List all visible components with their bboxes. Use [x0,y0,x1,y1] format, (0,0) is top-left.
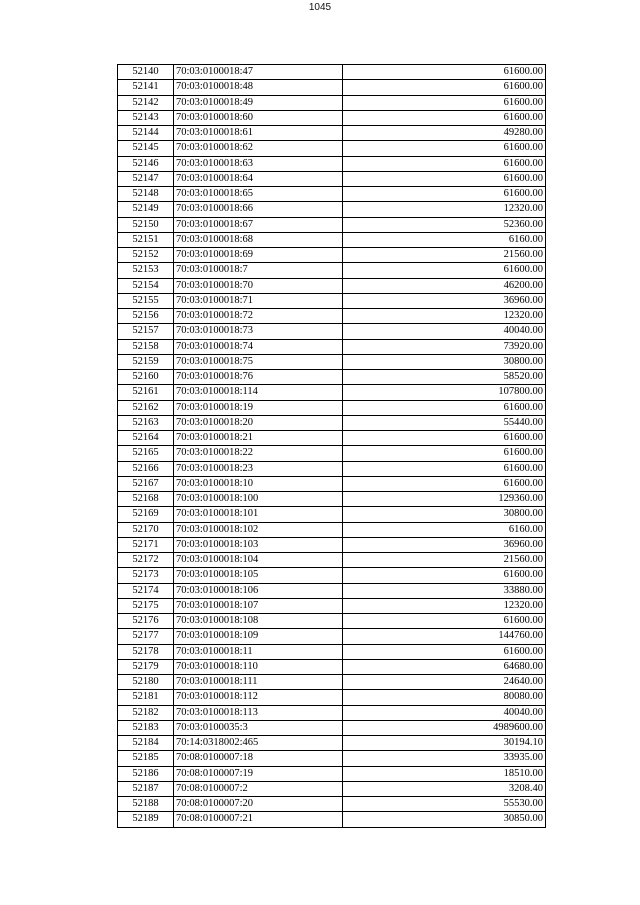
cadastral-value: 58520.00 [343,370,546,385]
cadastral-value: 61600.00 [343,614,546,629]
table-row [118,553,546,568]
row-number: 52142 [118,95,174,110]
cadastral-number: 70:03:0100018:20 [174,415,343,430]
cadastral-value: 40040.00 [343,705,546,720]
table-row [118,324,546,339]
row-number: 52165 [118,446,174,461]
row-number: 52167 [118,476,174,491]
table-row [118,248,546,263]
cadastral-number: 70:03:0100018:107 [174,598,343,613]
cadastral-value: 33935.00 [343,751,546,766]
row-number: 52173 [118,568,174,583]
cadastral-number: 70:03:0100018:112 [174,690,343,705]
row-number: 52177 [118,629,174,644]
cadastral-value: 21560.00 [343,553,546,568]
cadastral-value: 6160.00 [343,522,546,537]
row-number: 52148 [118,187,174,202]
row-number: 52188 [118,797,174,812]
table-row [118,278,546,293]
cadastral-value: 33880.00 [343,583,546,598]
row-number: 52154 [118,278,174,293]
table-row [118,751,546,766]
cadastral-number: 70:03:0100018:101 [174,507,343,522]
cadastral-value: 18510.00 [343,766,546,781]
table-row [118,492,546,507]
cadastral-value: 61600.00 [343,263,546,278]
row-number: 52180 [118,675,174,690]
cadastral-value: 40040.00 [343,324,546,339]
cadastral-number: 70:03:0100018:7 [174,263,343,278]
cadastral-value: 61600.00 [343,171,546,186]
cadastral-value: 61600.00 [343,95,546,110]
table-row [118,812,546,827]
table-row [118,385,546,400]
cadastral-value: 61600.00 [343,110,546,125]
table-row [118,476,546,491]
table-row [118,461,546,476]
table-row [118,232,546,247]
row-number: 52169 [118,507,174,522]
cadastral-number: 70:03:0100018:106 [174,583,343,598]
cadastral-number: 70:03:0100018:105 [174,568,343,583]
cadastral-number: 70:03:0100018:22 [174,446,343,461]
cadastral-number: 70:03:0100018:74 [174,339,343,354]
cadastral-number: 70:03:0100018:73 [174,324,343,339]
row-number: 52153 [118,263,174,278]
cadastral-number: 70:03:0100018:69 [174,248,343,263]
cadastral-number: 70:03:0100018:21 [174,431,343,446]
cadastral-value: 24640.00 [343,675,546,690]
table-row [118,766,546,781]
cadastral-number: 70:03:0100018:102 [174,522,343,537]
row-number: 52164 [118,431,174,446]
table-row [118,187,546,202]
row-number: 52178 [118,644,174,659]
cadastral-number: 70:03:0100018:76 [174,370,343,385]
cadastral-value: 61600.00 [343,187,546,202]
cadastral-number: 70:03:0100018:62 [174,141,343,156]
cadastral-value: 30800.00 [343,507,546,522]
cadastral-number: 70:03:0100018:70 [174,278,343,293]
cadastral-value: 73920.00 [343,339,546,354]
table-row [118,644,546,659]
row-number: 52156 [118,309,174,324]
row-number: 52172 [118,553,174,568]
cadastral-value: 21560.00 [343,248,546,263]
cadastral-value: 30194.10 [343,736,546,751]
cadastral-number: 70:03:0100018:23 [174,461,343,476]
cadastral-value: 64680.00 [343,659,546,674]
cadastral-value-table [117,64,546,828]
cadastral-number: 70:08:0100007:21 [174,812,343,827]
cadastral-value: 61600.00 [343,446,546,461]
row-number: 52184 [118,736,174,751]
table-row [118,797,546,812]
row-number: 52170 [118,522,174,537]
cadastral-number: 70:03:0100018:68 [174,232,343,247]
cadastral-value: 61600.00 [343,568,546,583]
cadastral-number: 70:08:0100007:19 [174,766,343,781]
cadastral-number: 70:03:0100018:111 [174,675,343,690]
cadastral-number: 70:03:0100018:75 [174,354,343,369]
table-row [118,614,546,629]
table-row [118,415,546,430]
cadastral-value: 12320.00 [343,598,546,613]
cadastral-number: 70:03:0100018:110 [174,659,343,674]
row-number: 52159 [118,354,174,369]
table-row [118,126,546,141]
cadastral-value: 4989600.00 [343,720,546,735]
cadastral-value: 46200.00 [343,278,546,293]
cadastral-number: 70:03:0100018:11 [174,644,343,659]
row-number: 52141 [118,80,174,95]
cadastral-number: 70:03:0100018:114 [174,385,343,400]
row-number: 52175 [118,598,174,613]
cadastral-value: 61600.00 [343,156,546,171]
row-number: 52155 [118,293,174,308]
cadastral-number: 70:03:0100018:67 [174,217,343,232]
cadastral-number: 70:03:0100018:48 [174,80,343,95]
cadastral-value: 36960.00 [343,537,546,552]
cadastral-number: 70:03:0100018:61 [174,126,343,141]
cadastral-number: 70:03:0100018:100 [174,492,343,507]
cadastral-number: 70:03:0100018:71 [174,293,343,308]
cadastral-value: 55440.00 [343,415,546,430]
table-row [118,141,546,156]
cadastral-value: 12320.00 [343,309,546,324]
row-number: 52140 [118,65,174,80]
table-row [118,736,546,751]
row-number: 52144 [118,126,174,141]
cadastral-number: 70:03:0100018:103 [174,537,343,552]
cadastral-number: 70:03:0100018:10 [174,476,343,491]
table-row [118,568,546,583]
cadastral-value: 61600.00 [343,644,546,659]
row-number: 52163 [118,415,174,430]
cadastral-value: 61600.00 [343,65,546,80]
row-number: 52146 [118,156,174,171]
cadastral-value: 129360.00 [343,492,546,507]
cadastral-number: 70:03:0100018:65 [174,187,343,202]
table-row [118,156,546,171]
row-number: 52149 [118,202,174,217]
cadastral-number: 70:03:0100018:60 [174,110,343,125]
cadastral-number: 70:03:0100018:63 [174,156,343,171]
table-body [118,65,546,828]
table-row [118,263,546,278]
table-row [118,202,546,217]
cadastral-number: 70:03:0100018:72 [174,309,343,324]
cadastral-value: 61600.00 [343,431,546,446]
table-row [118,339,546,354]
cadastral-number: 70:14:0318002:465 [174,736,343,751]
table-row [118,675,546,690]
row-number: 52161 [118,385,174,400]
row-number: 52174 [118,583,174,598]
cadastral-number: 70:03:0100018:104 [174,553,343,568]
cadastral-value: 49280.00 [343,126,546,141]
cadastral-number: 70:03:0100018:109 [174,629,343,644]
row-number: 52158 [118,339,174,354]
cadastral-value: 6160.00 [343,232,546,247]
row-number: 52151 [118,232,174,247]
row-number: 52171 [118,537,174,552]
row-number: 52143 [118,110,174,125]
row-number: 52182 [118,705,174,720]
row-number: 52179 [118,659,174,674]
row-number: 52186 [118,766,174,781]
cadastral-value: 80080.00 [343,690,546,705]
table-row [118,354,546,369]
row-number: 52166 [118,461,174,476]
cadastral-number: 70:03:0100018:47 [174,65,343,80]
table-row [118,217,546,232]
table-row [118,293,546,308]
cadastral-value: 30800.00 [343,354,546,369]
row-number: 52147 [118,171,174,186]
cadastral-value: 36960.00 [343,293,546,308]
table-row [118,400,546,415]
row-number: 52183 [118,720,174,735]
table-row [118,705,546,720]
table-row [118,720,546,735]
table-row [118,171,546,186]
cadastral-number: 70:03:0100018:113 [174,705,343,720]
table-row [118,110,546,125]
cadastral-value: 61600.00 [343,141,546,156]
cadastral-number: 70:03:0100018:19 [174,400,343,415]
table-row [118,431,546,446]
cadastral-number: 70:08:0100007:18 [174,751,343,766]
cadastral-value: 30850.00 [343,812,546,827]
cadastral-number: 70:03:0100018:108 [174,614,343,629]
row-number: 52189 [118,812,174,827]
row-number: 52185 [118,751,174,766]
row-number: 52187 [118,781,174,796]
cadastral-value: 61600.00 [343,461,546,476]
table-row [118,781,546,796]
cadastral-value: 61600.00 [343,80,546,95]
table-row [118,659,546,674]
cadastral-number: 70:03:0100035:3 [174,720,343,735]
row-number: 52150 [118,217,174,232]
row-number: 52152 [118,248,174,263]
cadastral-value: 61600.00 [343,476,546,491]
cadastral-value: 107800.00 [343,385,546,400]
table-row [118,629,546,644]
row-number: 52162 [118,400,174,415]
row-number: 52160 [118,370,174,385]
cadastral-number: 70:08:0100007:20 [174,797,343,812]
row-number: 52181 [118,690,174,705]
row-number: 52157 [118,324,174,339]
row-number: 52168 [118,492,174,507]
cadastral-value: 55530.00 [343,797,546,812]
row-number: 52145 [118,141,174,156]
table-row [118,507,546,522]
cadastral-number: 70:03:0100018:66 [174,202,343,217]
cadastral-value: 61600.00 [343,400,546,415]
cadastral-value: 3208.40 [343,781,546,796]
table-row [118,690,546,705]
table-row [118,65,546,80]
table-row [118,95,546,110]
table-row [118,446,546,461]
table-row [118,522,546,537]
table-row [118,309,546,324]
table-row [118,80,546,95]
page-number: 1045 [308,2,332,13]
table-row [118,537,546,552]
table-row [118,583,546,598]
row-number: 52176 [118,614,174,629]
table-row [118,370,546,385]
cadastral-value: 52360.00 [343,217,546,232]
cadastral-number: 70:03:0100018:49 [174,95,343,110]
cadastral-value: 12320.00 [343,202,546,217]
cadastral-number: 70:03:0100018:64 [174,171,343,186]
table-row [118,598,546,613]
cadastral-value: 144760.00 [343,629,546,644]
cadastral-number: 70:08:0100007:2 [174,781,343,796]
